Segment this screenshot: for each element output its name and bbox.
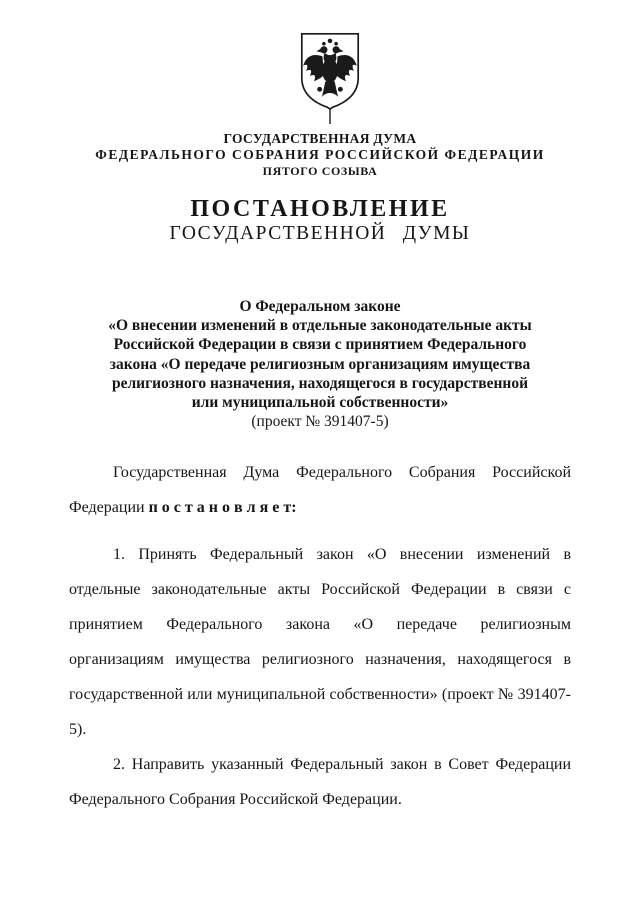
document-type-title: ПОСТАНОВЛЕНИЕ bbox=[190, 196, 450, 222]
subject-line: закона «О передаче религиозным организациям имущества bbox=[109, 355, 531, 373]
subject-line: Российской Федерации в связи с принятием Федерального bbox=[113, 336, 527, 354]
document-type-heading bbox=[0, 196, 640, 244]
subject-line: или муниципальной собственности» bbox=[191, 394, 449, 412]
resolution-body bbox=[69, 455, 571, 817]
subject-line: О Федеральном законе bbox=[239, 298, 401, 315]
draft-law-number: (проект № 391407-5) bbox=[251, 413, 389, 431]
resolves-emphasis: п о с т а н о в л я е т: bbox=[148, 499, 297, 516]
letterhead-convocation: ПЯТОГО СОЗЫВА bbox=[262, 164, 378, 178]
clause-1: 1. Принять Федеральный закон «О внесении изменений в отдельные законодательные акты Российской Федерации в связи с принятием Федерального закона «О передаче религиозным организациям имущества религиозного назначения, находящегося в государственной или муниципальной собственности» (проект № 391407-5). bbox=[69, 546, 571, 738]
preamble-paragraph bbox=[69, 455, 571, 525]
letterhead-org-name: ГОСУДАРСТВЕННАЯ ДУМА bbox=[223, 131, 417, 146]
subject-line: «О внесении изменений в отдельные законодательные акты bbox=[108, 317, 532, 335]
letterhead-org-parent: ФЕДЕРАЛЬНОГО СОБРАНИЯ РОССИЙСКОЙ ФЕДЕРАЦИИ bbox=[95, 147, 545, 162]
letterhead bbox=[0, 131, 640, 180]
resolution-subject bbox=[70, 297, 570, 431]
document-type-subtitle: ГОСУДАРСТВЕННОЙ ДУМЫ bbox=[169, 223, 471, 244]
clause-2: 2. Направить указанный Федеральный закон в Совет Федерации Федерального Собрания Российской Федерации. bbox=[69, 756, 571, 808]
preamble-text: Государственная Дума Федерального Собрания Российской Федерации bbox=[69, 464, 571, 516]
double-headed-eagle-emblem-icon bbox=[297, 31, 363, 125]
subject-line: религиозного назначения, находящегося в государственной bbox=[111, 374, 529, 392]
